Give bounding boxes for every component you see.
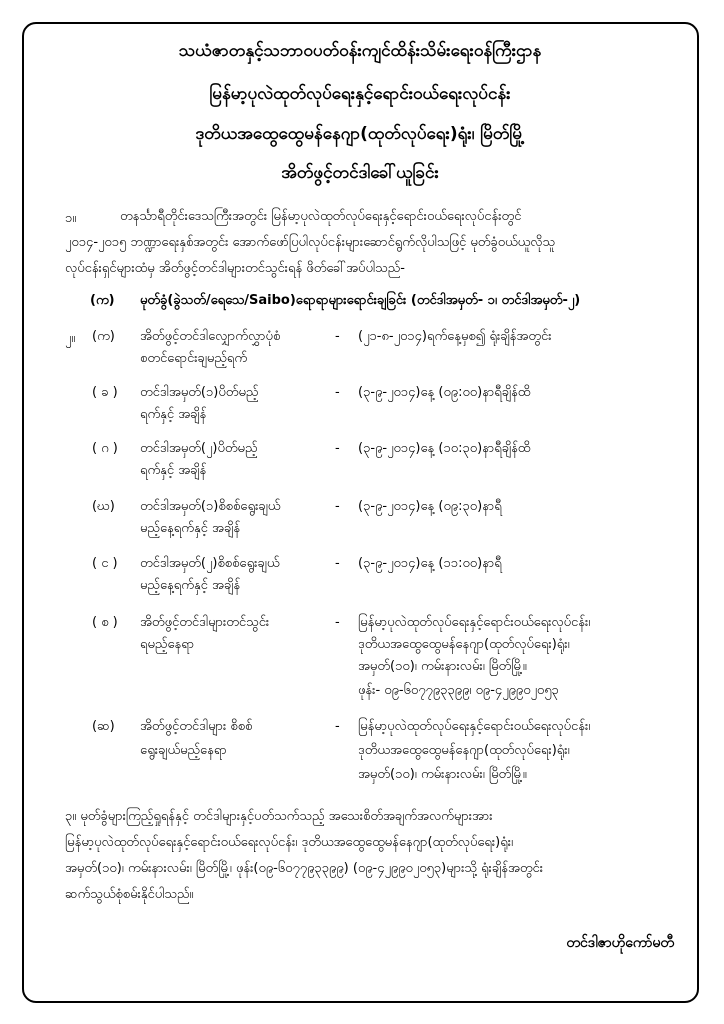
schedule-label: ရမည့်နေရာ (140, 637, 195, 652)
schedule-label: တင်ဒါအမှတ်(၂)ပိတ်မည့် (140, 441, 258, 456)
schedule-marker: ( ခ ) (92, 385, 118, 400)
section1-item-text: မုတ်ခွံ(ခွဲသတ်/ရေသေ/Saibo)ရောရာများရောင်းချခြင်း (တင်ဒါအမှတ်- ၁၊ တင်ဒါအမှတ်-၂) (140, 293, 581, 308)
section1-line2: ၂၀၁၄-၂၀၁၅ ဘဏ္ဍာရေးနှစ်အတွင်း အောက်ဖော်ပြပါလုပ်ငန်းများဆောင်ရွက်လိုပါသဖြင့် မုတ်ခွံဝယ်ယူလိုသူ (65, 235, 556, 250)
ministry-title: သယံဇာတနှင့်သဘာဝပတ်ဝန်းကျင်ထိန်းသိမ်းရေးဝန်ကြီးဌာန (178, 41, 542, 61)
schedule-label: မည့်နေ့ရက်နှင့် အချိန် (140, 578, 241, 593)
schedule-label: အိတ်ဖွင့်တင်ဒါလျှောက်လွှာပုံစံ (140, 329, 281, 344)
schedule-value: ဖုန်း- ၀၉-၆၀၇၇၉၃၃၉၉၊ ၀၉-၄၂၉၉၀၂၀၅၃ (358, 683, 559, 698)
schedule-value: (၃-၉-၂၀၁၄)နေ့ (၁၀:၃၀)နာရီချိန်ထိ (358, 441, 531, 456)
schedule-dash: - (335, 615, 340, 630)
section3-line2: မြန်မာ့ပုလဲထုတ်လုပ်ရေးနှင့်ရောင်းဝယ်ရေးလုပ်ငန်း၊ ဒုတိယအထွေထွေမန်နေဂျာ(ထုတ်လုပ်ရေး)ရုံး၊ (65, 835, 514, 850)
section2-number: ၂။ (65, 331, 76, 346)
document-title: အိတ်ဖွင့်တင်ဒါခေါ်ယူခြင်း (281, 163, 439, 183)
schedule-dash: - (335, 499, 340, 514)
schedule-value: (၂၁-၈-၂၀၁၄)ရက်နေ့မှစ၍ ရုံးချိန်အတွင်း (358, 329, 552, 344)
schedule-marker: (က) (92, 329, 115, 344)
schedule-dash: - (335, 441, 340, 456)
section3-line4: ဆက်သွယ်စုံစမ်းနိုင်ပါသည်။ (65, 887, 194, 902)
schedule-value: ဒုတိယအထွေထွေမန်နေဂျာ(ထုတ်လုပ်ရေး)ရုံး၊ (358, 637, 570, 652)
schedule-label: ရွေးချယ်မည့်နေရာ (140, 743, 227, 758)
schedule-value: (၃-၉-၂၀၁၄)နေ့ (၀၉:၃၀)နာရီ (358, 499, 502, 514)
schedule-dash: - (335, 329, 340, 344)
office-title: ဒုတိယအထွေထွေမန်နေဂျာ(ထုတ်လုပ်ရေး)ရုံး၊ မြိတ်မြို့ (195, 124, 525, 144)
schedule-marker: ( ဂ ) (92, 441, 118, 456)
signature: တင်ဒါဇာဟိုကော်မတီ (566, 935, 674, 951)
schedule-label: အိတ်ဖွင့်တင်ဒါများတင်သွင်း (140, 615, 270, 630)
schedule-value: (၃-၉-၂၀၁၄)နေ့ (၀၉:၀၀)နာရီချိန်ထိ (358, 385, 531, 400)
enterprise-title: မြန်မာ့ပုလဲထုတ်လုပ်ရေးနှင့်ရောင်းဝယ်ရေးလုပ်ငန်း (209, 84, 511, 104)
schedule-label: အိတ်ဖွင့်တင်ဒါများ စိစစ် (140, 719, 253, 734)
schedule-marker: ( င ) (92, 556, 118, 571)
schedule-label: တင်ဒါအမှတ်(၂)စိစစ်ရွေးချယ် (140, 556, 280, 571)
schedule-dash: - (335, 556, 340, 571)
schedule-label: တင်ဒါအမှတ်(၁)စိစစ်ရွေးချယ် (140, 499, 281, 514)
schedule-dash: - (335, 385, 340, 400)
schedule-marker: (ဃ) (92, 499, 115, 514)
schedule-value: မြန်မာ့ပုလဲထုတ်လုပ်ရေးနှင့်ရောင်းဝယ်ရေးလုပ်ငန်း၊ (358, 615, 591, 630)
schedule-marker: (ဆ) (92, 719, 115, 734)
schedule-label: တင်ဒါအမှတ်(၁)ပိတ်မည့် (140, 385, 259, 400)
schedule-label: ရက်နှင့် အချိန် (140, 463, 207, 478)
section3-line3: အမှတ်(၁၀)၊ ကမ်းနားလမ်း၊ မြိတ်မြို့၊ ဖုန်း(၀၉-၆၀၇၇၉၃၃၉၉) (၀၉-၄၂၉၉၀၂၀၅၃)များသို့ ရုံးချိန်အတွင်း (65, 861, 544, 876)
schedule-value: မြန်မာ့ပုလဲထုတ်လုပ်ရေးနှင့်ရောင်းဝယ်ရေးလုပ်ငန်း၊ (358, 719, 591, 734)
section1-line3: လုပ်ငန်းရှင်များထံမှ အိတ်ဖွင့်တင်ဒါများတင်သွင်းရန် ဖိတ်ခေါ်အပ်ပါသည်- (65, 261, 405, 276)
schedule-label: မည့်နေ့ရက်နှင့် အချိန် (140, 521, 241, 536)
schedule-dash: - (335, 719, 340, 734)
schedule-label: စတင်ရောင်းချမည့်ရက် (140, 351, 248, 366)
schedule-label: ရက်နှင့် အချိန် (140, 407, 207, 422)
section1-line1: တနင်္သာရီတိုင်းဒေသကြီးအတွင်း မြန်မာ့ပုလဲထုတ်လုပ်ရေးနှင့်ရောင်းဝယ်ရေးလုပ်ငန်းတွင် (120, 209, 522, 224)
schedule-value: အမှတ်(၁၀)၊ ကမ်းနားလမ်း၊ မြိတ်မြို့။ (358, 767, 527, 782)
schedule-value: (၃-၉-၂၀၁၄)နေ့ (၁၁:၀၀)နာရီ (358, 556, 502, 571)
schedule-marker: ( စ ) (92, 615, 118, 630)
section1-number: ၁။ (65, 211, 77, 226)
schedule-value: ဒုတိယအထွေထွေမန်နေဂျာ(ထုတ်လုပ်ရေး)ရုံး၊ (358, 743, 570, 758)
schedule-value: အမှတ်(၁၀)၊ ကမ်းနားလမ်း၊ မြိတ်မြို့။ (358, 659, 527, 674)
section1-item-marker: (က) (90, 293, 115, 308)
section3-line1: ၃။ မုတ်ခွံများကြည့်ရှုရန်နှင့် တင်ဒါများနှင့်ပတ်သက်သည့် အသေးစိတ်အချက်အလက်များအား (65, 809, 493, 824)
